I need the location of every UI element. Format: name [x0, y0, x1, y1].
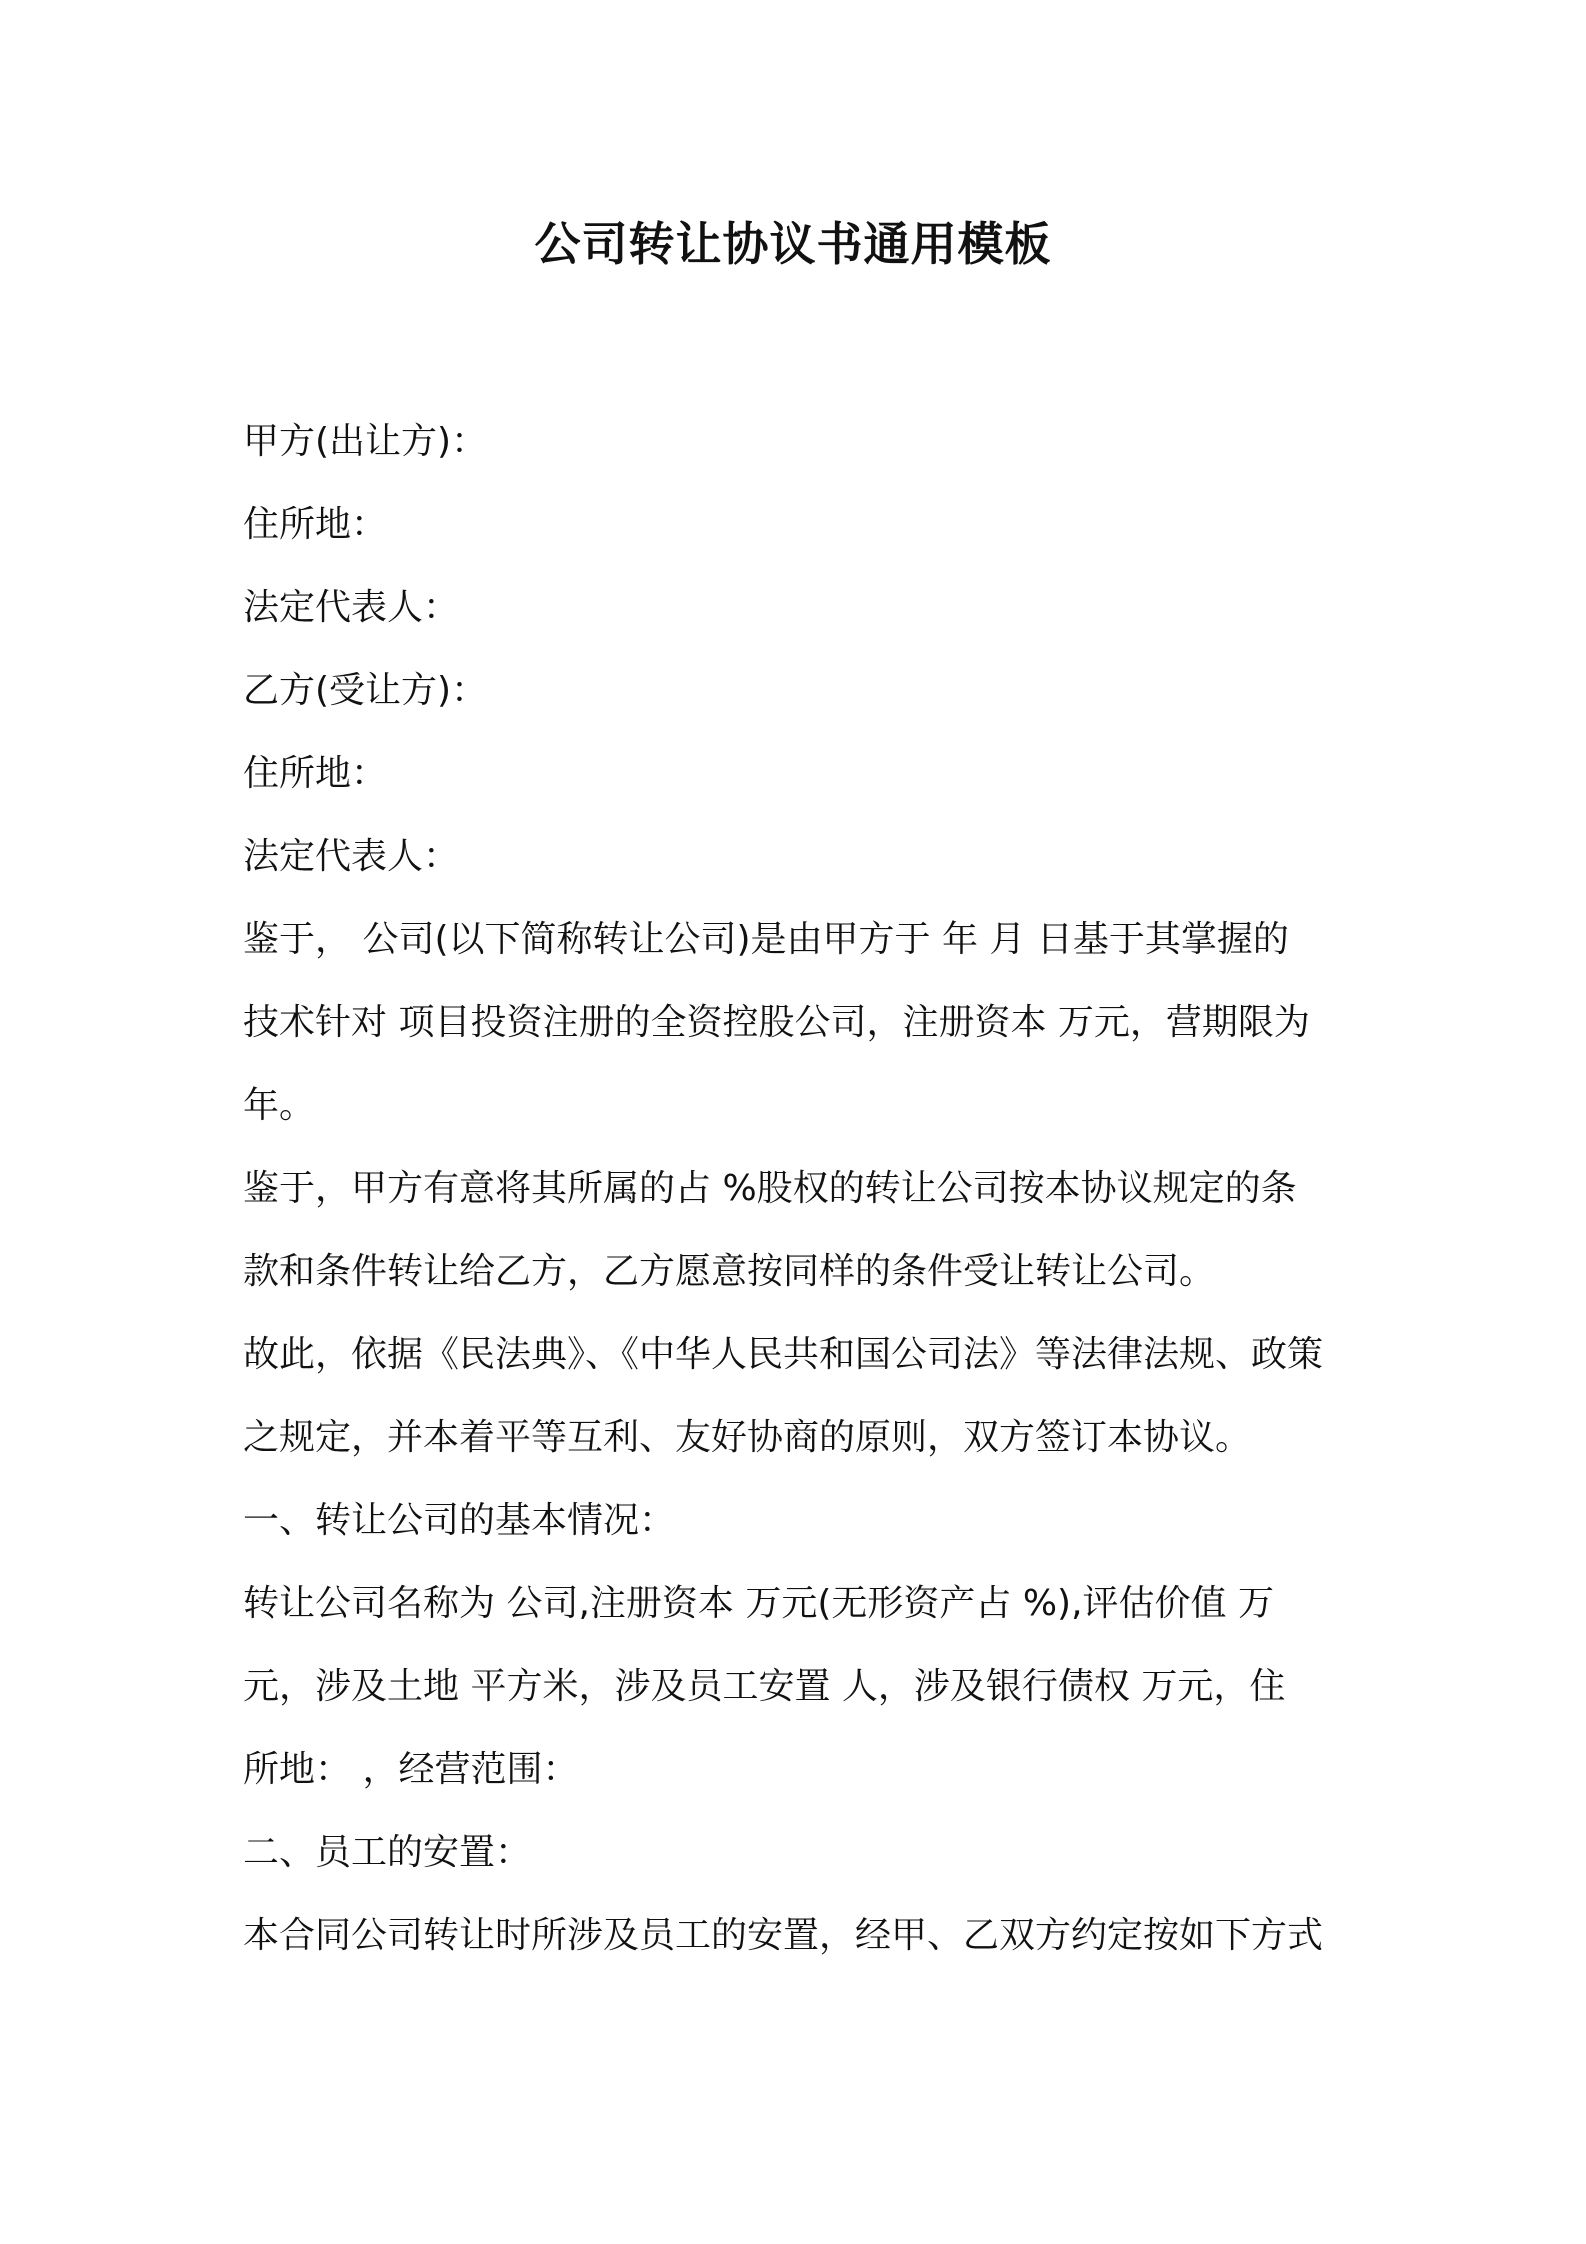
party-a-representative-label: 法定代表人： [243, 587, 460, 628]
basis-line-1: 故此，依据《民法典》、《中华人民共和国公司法》等法律法规、政策 [243, 1334, 1324, 1375]
party-b-representative-label: 法定代表人： [243, 836, 460, 877]
section-2-heading: 二、员工的安置： [243, 1832, 532, 1873]
document-title: 公司转让协议书通用模板 [534, 217, 1052, 271]
whereas-1-line-3: 年。 [243, 1085, 316, 1126]
whereas-1-line-2: 技术针对 项目投资注册的全资控股公司，注册资本 万元，营期限为 [243, 1002, 1310, 1043]
whereas-2-line-2: 款和条件转让给乙方，乙方愿意按同样的条件受让转让公司。 [243, 1251, 1216, 1292]
document-body [243, 400, 1355, 1977]
section-1-line-2: 元，涉及土地 平方米，涉及员工安置 人，涉及银行债权 万元，住 [243, 1666, 1286, 1707]
party-a-address-label: 住所地： [243, 504, 388, 545]
whereas-2-line-1: 鉴于，甲方有意将其所属的占 %股权的转让公司按本协议规定的条 [243, 1168, 1297, 1209]
section-2-line-1: 本合同公司转让时所涉及员工的安置，经甲、乙双方约定按如下方式 [243, 1915, 1324, 1956]
party-a-label: 甲方(出让方)： [243, 421, 488, 462]
whereas-1-line-1: 鉴于， 公司(以下简称转让公司)是由甲方于 年 月 日基于其掌握的 [243, 919, 1289, 960]
party-b-label: 乙方(受让方)： [243, 670, 488, 711]
party-b-address-label: 住所地： [243, 753, 388, 794]
section-1-line-1: 转让公司名称为 公司,注册资本 万元(无形资产占 %),评估价值 万 [243, 1583, 1274, 1624]
section-1-heading: 一、转让公司的基本情况： [243, 1500, 676, 1541]
basis-line-2: 之规定，并本着平等互利、友好协商的原则，双方签订本协议。 [243, 1417, 1252, 1458]
section-1-line-3: 所地： ，经营范围： [243, 1749, 579, 1790]
